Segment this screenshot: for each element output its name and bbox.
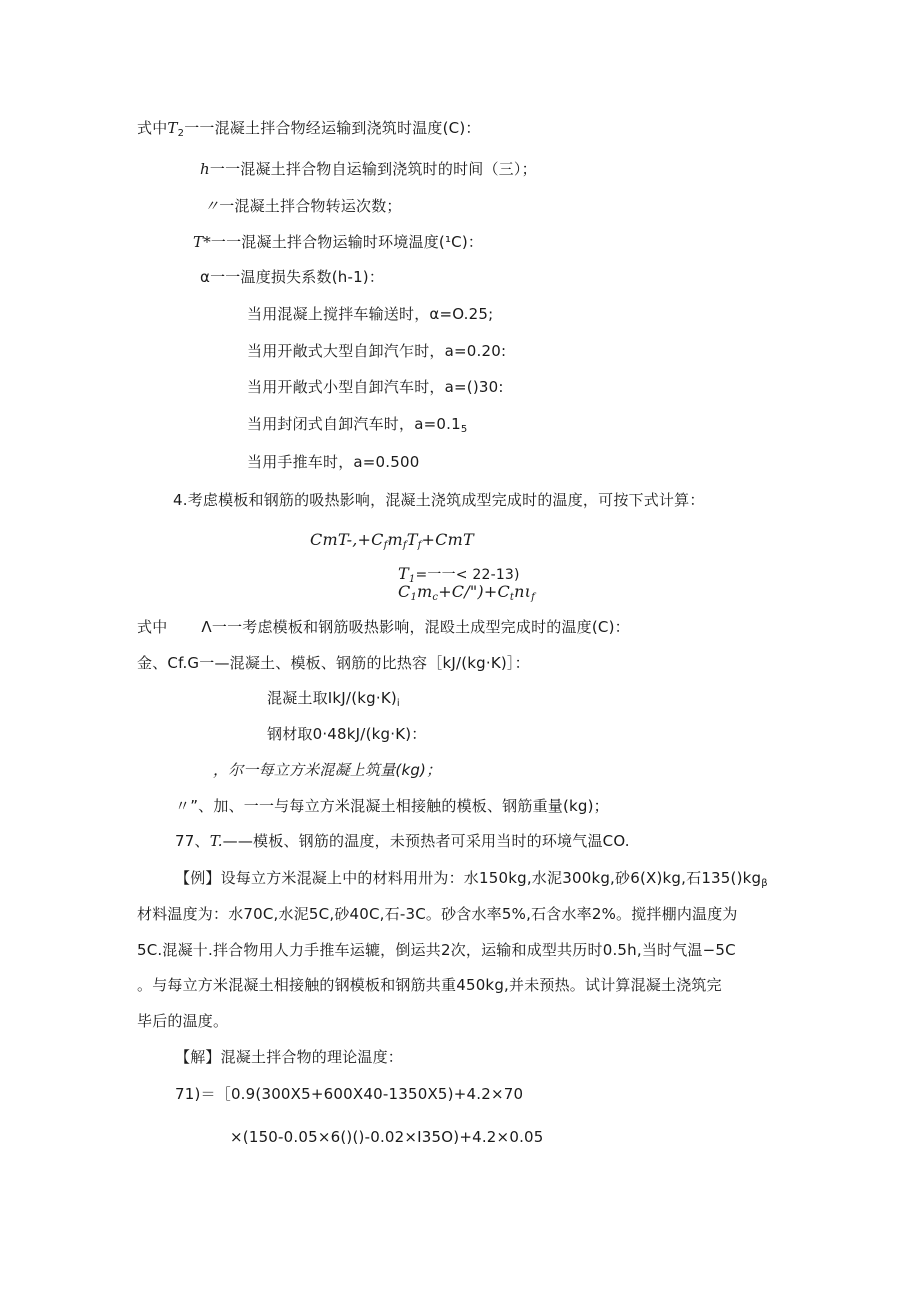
formula-numerator (310, 529, 474, 557)
subscript: i (396, 698, 400, 709)
text-line-22: 。与每立方米混凝土相接触的钢模板和钢筋共重450kg,并未预热。试计算混凝土浇筑完 (137, 976, 722, 994)
text-line-2 (200, 158, 537, 180)
formula-part: =一一 (415, 567, 456, 583)
definition-text: 一一温度损失系数(h-1)： (210, 268, 385, 286)
formula-part: T (406, 530, 418, 549)
line-prefix: 77、 (175, 832, 210, 850)
text-line-25: 71)＝［0.9(300X5+600X40-1350X5)+4.2×70 (175, 1085, 524, 1103)
text-line-12 (137, 616, 630, 638)
formula-sub: c (432, 592, 439, 603)
formula-sub: t (509, 592, 515, 603)
text-line-8: 当用开敞式小型自卸汽车时，a=()30: (247, 378, 504, 396)
text-line-13: 金、Cf.G一—混凝土、模板、钢筋的比热容［kJ/(kg·K)］： (137, 654, 530, 672)
text-line-26: ×(150-0.05×6()()-0.02×I35O)+4.2×0.05 (230, 1128, 544, 1146)
formula-part: T (398, 564, 409, 583)
formula-part: C (398, 582, 411, 601)
line-prefix: 式中 (137, 119, 168, 137)
text-line-6: 当用混凝上搅拌车输送时，α=O.25; (247, 305, 494, 323)
definition-text: ——模板、钢筋的温度，未预热者可采用当时的环境气温CO. (222, 832, 630, 850)
text-line-15: 钢材取0·48kJ/(kg·K)： (267, 725, 427, 743)
text-line-20: 材料温度为：水70C,水泥5C,砂40C,石-3C。砂含水率5%,石含水率2%。搅拌棚内温度为 (137, 905, 738, 923)
text-line-11: 4.考虑模板和钢筋的吸热影响，混凝土浇筑成型完成时的温度，可按下式计算： (173, 491, 705, 509)
formula-sub: 1 (410, 592, 418, 603)
formula-part: nι (514, 582, 532, 601)
definition-text: 一一混凝土拌合物运输时环境温度(¹C)： (210, 233, 484, 251)
text-line-19 (175, 867, 768, 895)
line-text: 【例】设每立方米混凝上中的材料用卅为：水150kg,水泥300kg,砂6(X)kg,石135()kg (175, 869, 762, 887)
subscript: 5 (460, 424, 468, 435)
text-line-4 (193, 231, 483, 253)
formula-sub: f (417, 540, 422, 551)
formula-sub: f (383, 540, 388, 551)
text-line-3 (204, 195, 402, 217)
subscript: 2 (177, 128, 185, 139)
formula-sub: 1 (408, 574, 416, 585)
formula-part: m (387, 530, 403, 549)
formula-part: +C/")+C (438, 582, 510, 601)
symbol-h: h (200, 160, 210, 178)
definition-text: Λ一一考虑模板和钢筋吸热影响，混殴土成型完成时的温度(C)： (201, 618, 630, 636)
symbol-t2: T (167, 119, 178, 137)
line-text: 混凝土取IkJ/(kg·K) (267, 689, 397, 707)
subscript: β (761, 878, 768, 889)
formula-sub: f (402, 540, 407, 551)
text-line-18 (175, 830, 630, 852)
symbol-t-star: T* (193, 233, 211, 251)
line-text: 当用封闭式自卸汽车时，a=0.1 (247, 415, 461, 433)
text-line-1 (137, 117, 481, 145)
symbol-n: 〃 (204, 197, 220, 215)
symbol-t: T. (209, 832, 223, 850)
formula-denominator (398, 581, 535, 609)
text-line-5 (200, 266, 384, 288)
definition-text: 一一混凝土拌合物自运输到浇筑时的时间（三）； (209, 160, 537, 178)
text-line-21: 5C.混凝十.拌合物用人力手推车运辘，倒运共2次，运输和成型共历时0.5h,当时气温−5C (137, 941, 736, 959)
line-prefix: 式中 (137, 618, 168, 636)
text-line-16: ，尔一每立方米混凝上筑量(kg)； (213, 761, 442, 779)
text-line-23: 毕后的温度。 (137, 1012, 229, 1030)
text-line-9 (247, 413, 467, 441)
formula-sub: f (531, 592, 536, 603)
text-line-24: 【解】混凝土拌合物的理论温度： (175, 1048, 404, 1066)
text-line-14 (267, 687, 400, 715)
text-line-17: 〃”、加、一一与每立方米混凝土相接触的模板、钢筋重量(kg)； (175, 797, 609, 815)
formula-part: +CmT (421, 530, 474, 549)
definition-text: 一混凝土拌合物转运次数； (219, 197, 402, 215)
text-line-10: 当用手推车时，a=0.500 (247, 453, 420, 471)
symbol-alpha: α (200, 268, 211, 286)
equation-number: < 22-13) (455, 567, 520, 583)
definition-text: 一一混凝土拌合物经运输到浇筑时温度(C)： (184, 119, 481, 137)
text-line-7: 当用开敞式大型自卸汽乍时，a=0.20: (247, 342, 507, 360)
formula-part: CmT-,+C (310, 530, 384, 549)
formula-part: m (417, 582, 433, 601)
